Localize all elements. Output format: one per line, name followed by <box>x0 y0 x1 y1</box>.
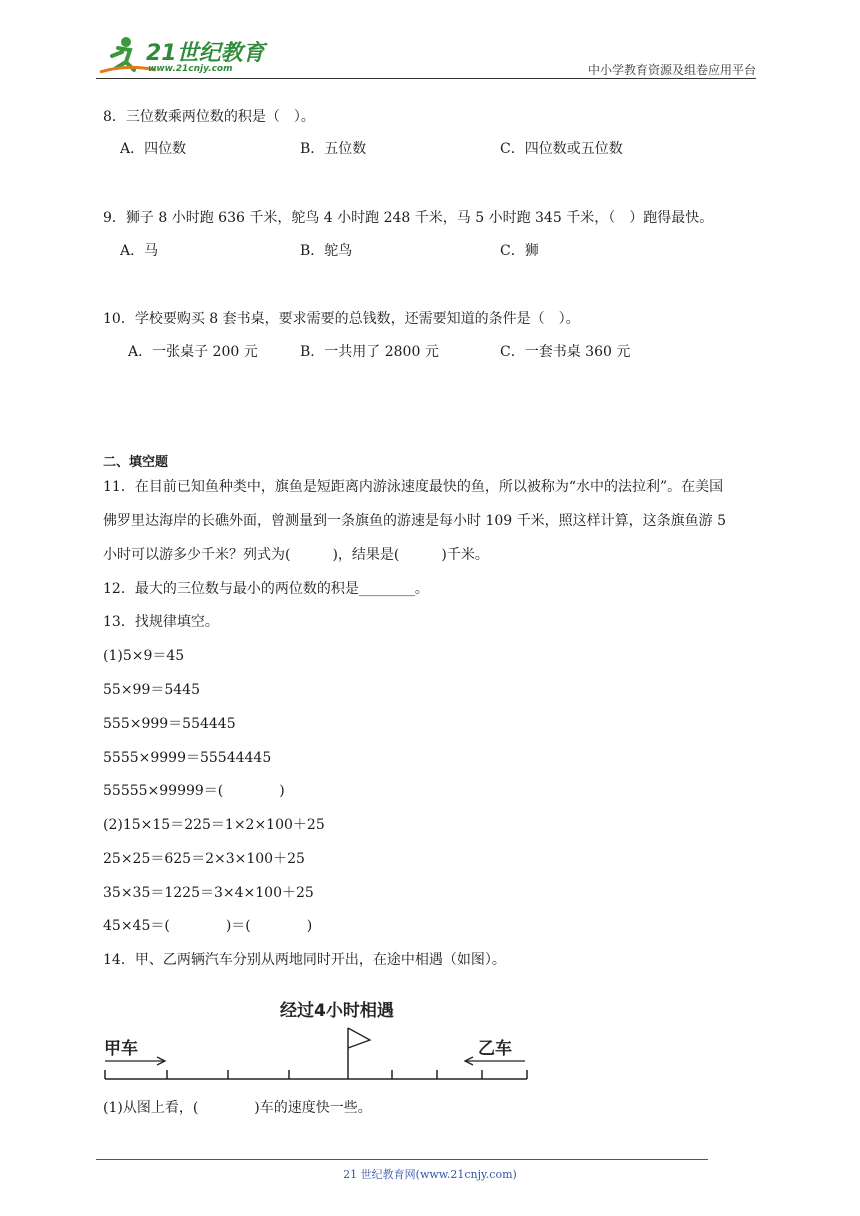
number-line <box>100 990 540 1085</box>
q9-option-c: C．狮 <box>500 243 539 259</box>
question-13: 13．找规律填空。 <box>103 614 219 630</box>
q11-line-3: 小时可以游多少千米？列式为( )，结果是( )千米。 <box>103 547 489 563</box>
q8-option-c: C．四位数或五位数 <box>500 141 623 157</box>
q13-line-9: 45×45＝( )＝( ) <box>103 918 313 934</box>
question-8: 8．三位数乘两位数的积是（ ）。 <box>103 109 315 125</box>
q8-option-b: B．五位数 <box>300 141 367 157</box>
q14-sub-1: (1)从图上看，( )车的速度快一些。 <box>103 1100 372 1116</box>
car-jia-label: 甲车 <box>104 1039 138 1059</box>
q11-line-1: 11．在目前已知鱼种类中，旗鱼是短距离内游泳速度最快的鱼，所以被称为“水中的法拉利”。在美国 <box>103 479 724 495</box>
header-platform-text: 中小学教育资源及组卷应用平台 <box>587 63 756 77</box>
q13-line-5: 55555×99999＝( ) <box>103 783 285 799</box>
footer-divider <box>96 1159 708 1160</box>
q13-line-2: 55×99＝5445 <box>103 682 200 698</box>
q13-line-3: 555×999＝554445 <box>103 716 236 732</box>
question-14: 14．甲、乙两辆汽车分别从两地同时开出，在途中相遇（如图）。 <box>103 952 506 968</box>
footer-text[interactable]: 21 世纪教育网(www.21cnjy.com) <box>343 1168 517 1181</box>
q13-line-7: 25×25＝625＝2×3×100＋25 <box>103 851 305 867</box>
question-12: 12．最大的三位数与最小的两位数的积是________。 <box>103 581 429 597</box>
header-divider <box>96 78 756 79</box>
section-title: 二、填空题 <box>103 455 169 470</box>
q13-line-8: 35×35＝1225＝3×4×100＋25 <box>103 885 314 901</box>
q13-line-6: (2)15×15＝225＝1×2×100＋25 <box>103 817 325 833</box>
q9-option-a: A．马 <box>120 243 159 259</box>
meeting-diagram <box>100 990 540 1085</box>
question-9: 9．狮子 8 小时跑 636 千米，鸵鸟 4 小时跑 248 千米，马 5 小时跑 345 千米，（ ）跑得最快。 <box>103 210 714 226</box>
q10-option-c: C．一套书桌 360 元 <box>500 344 631 360</box>
q10-option-b: B．一共用了 2800 元 <box>300 344 439 360</box>
site-logo <box>96 34 266 80</box>
q10-option-a: A．一张桌子 200 元 <box>128 344 258 360</box>
question-10: 10．学校要购买 8 套书桌，要求需要的总钱数，还需要知道的条件是（ ）。 <box>103 311 580 327</box>
q11-line-2: 佛罗里达海岸的长礁外面，曾测量到一条旗鱼的游速是每小时 109 千米，照这样计算，这条旗鱼游 5 <box>103 513 726 529</box>
logo-url: www.21cnjy.com <box>148 64 233 74</box>
q9-option-b: B．鸵鸟 <box>300 243 353 259</box>
car-yi-label: 乙车 <box>478 1039 512 1059</box>
diagram-title: 经过4小时相遇 <box>280 1001 394 1021</box>
q13-line-1: (1)5×9＝45 <box>103 648 185 664</box>
q13-line-4: 5555×9999＝55544445 <box>103 750 272 766</box>
q8-option-a: A．四位数 <box>120 141 187 157</box>
logo-text: 21世纪教育 <box>146 41 265 66</box>
